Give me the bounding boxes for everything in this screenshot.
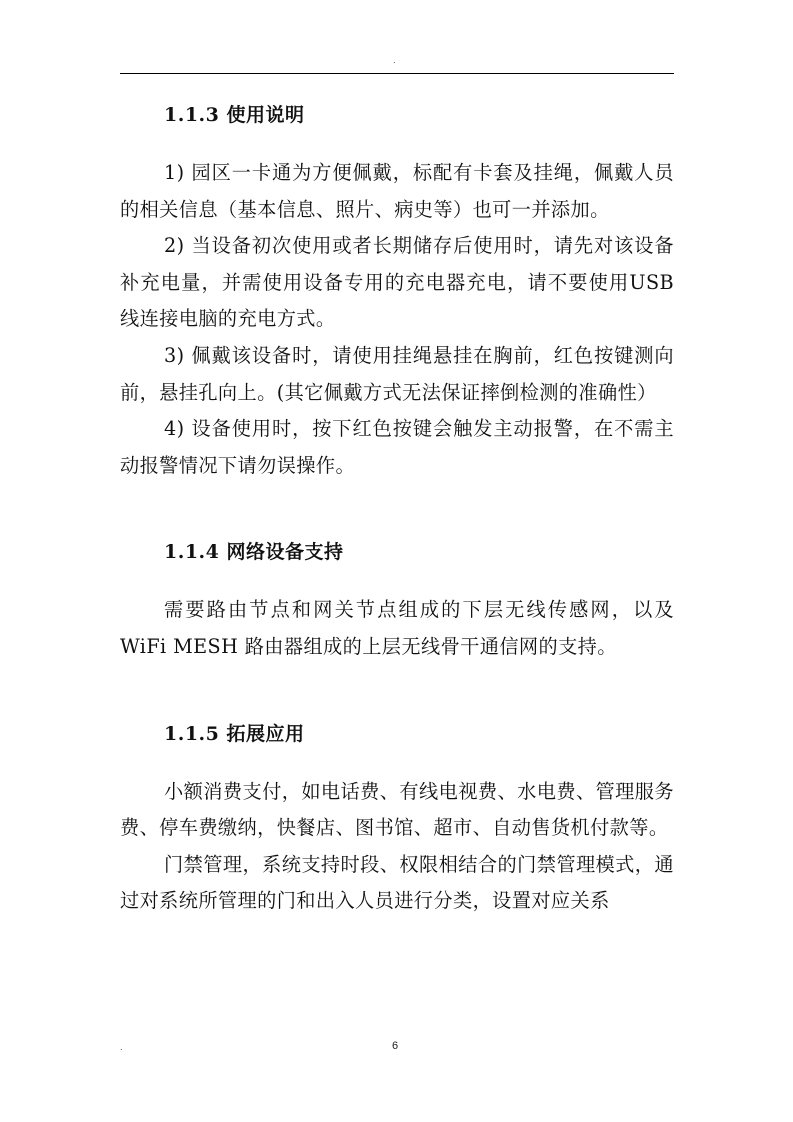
header-mark: . — [393, 56, 396, 65]
section-heading-1-1-5: 1.1.5 拓展应用 — [164, 722, 305, 745]
paragraph: 3) 佩戴该设备时，请使用挂绳悬挂在胸前，红色按键测向前，悬挂孔向上。(其它佩戴方式无法保证摔倒检测的准确性） — [120, 343, 674, 404]
spacer — [120, 752, 674, 774]
spacer — [120, 666, 674, 716]
section-heading-1-1-4: 1.1.4 网络设备支持 — [164, 541, 344, 564]
spacer — [120, 133, 674, 155]
paragraph: 1) 园区一卡通为方便佩戴，标配有卡套及挂绳，佩戴人员的相关信息（基本信息、照片、病史等）也可一并添加。 — [120, 161, 674, 221]
paragraph: 需要路由节点和网关节点组成的下层无线传感网，以及WiFi MESH 路由器组成的上层无线骨干通信网的支持。 — [120, 598, 674, 658]
paragraph: 4) 设备使用时，按下红色按键会触发主动报警，在不需主动报警情况下请勿误操作。 — [120, 417, 674, 477]
paragraph: 2) 当设备初次使用或者长期储存后使用时，请先对该设备补充电量，并需使用设备专用的充电器充电，请不要使用USB 线连接电脑的充电方式。 — [120, 234, 674, 331]
header-rule — [120, 73, 674, 74]
spacer — [120, 570, 674, 592]
spacer — [120, 484, 674, 534]
document-body — [120, 97, 674, 920]
paragraph: 门禁管理，系统支持时段、权限相结合的门禁管理模式，通过对系统所管理的门和出入人员进行分类，设置对应关系 — [120, 852, 674, 913]
page-number: 6 — [392, 1040, 399, 1052]
section-heading-1-1-3: 1.1.3 使用说明 — [164, 104, 305, 126]
footer-mark: . — [120, 1043, 123, 1052]
paragraph: 小额消费支付，如电话费、有线电视费、水电费、管理服务费、停车费缴纳，快餐店、图书馆、超市、自动售货机付款等。 — [120, 779, 674, 840]
